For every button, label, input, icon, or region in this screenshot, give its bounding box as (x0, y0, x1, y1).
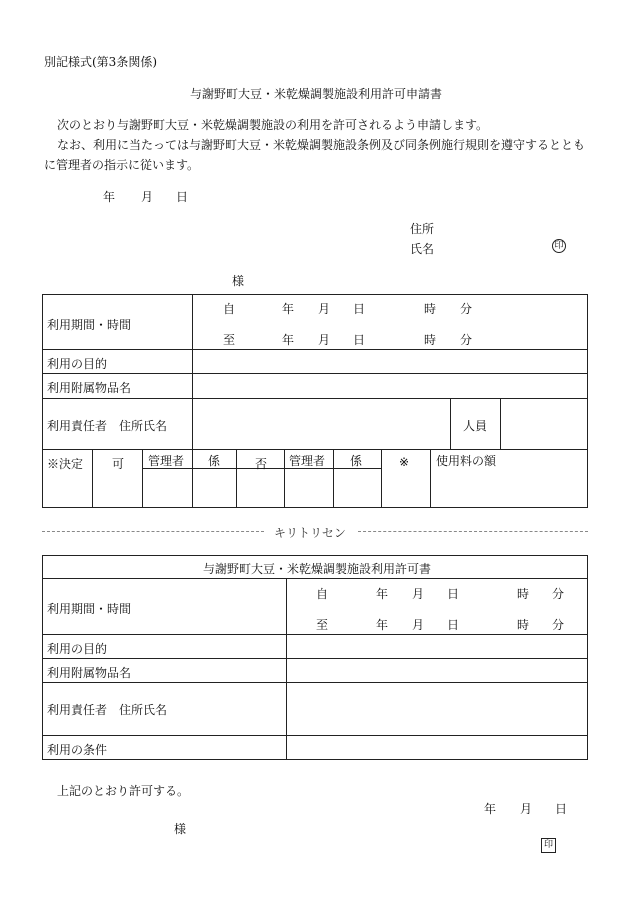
permit-from-minute: 分 (552, 587, 565, 601)
app-to-hour: 時 (424, 333, 437, 347)
permit-from-year: 年 (376, 587, 389, 601)
permit-statement: 上記のとおり許可する。 (57, 784, 190, 798)
permit-from-month: 月 (412, 587, 425, 601)
date-month-label: 月 (141, 190, 154, 204)
app-to-month: 月 (318, 333, 331, 347)
permit-to-label: 至 (316, 618, 329, 632)
app-equipment-label: 利用附属物品名 (47, 381, 132, 395)
app-from-minute: 分 (460, 302, 473, 316)
app-deny-staff-label: 係 (350, 454, 363, 468)
app-period-label: 利用期間・時間 (47, 318, 132, 332)
app-decision-label: ※決定 (47, 457, 84, 471)
intro-line-3: に管理者の指示に従います。 (44, 158, 200, 172)
permit-to-day: 日 (447, 618, 460, 632)
permit-conditions-label: 利用の条件 (47, 743, 108, 757)
app-to-day: 日 (353, 333, 366, 347)
application-title: 与謝野町大豆・米乾燥調製施設利用許可申請書 (190, 87, 443, 101)
permit-from-label: 自 (316, 587, 329, 601)
permit-equipment-label: 利用附属物品名 (47, 666, 132, 680)
applicant-name-label: 氏名 (410, 242, 435, 256)
permit-purpose-label: 利用の目的 (47, 642, 108, 656)
app-deny-manager-label: 管理者 (289, 454, 326, 468)
app-from-day: 日 (353, 302, 366, 316)
app-purpose-label: 利用の目的 (47, 357, 108, 371)
intro-line-2: なお、利用に当たっては与謝野町大豆・米乾燥調製施設条例及び同条例施行規則を遵守するととも (57, 138, 586, 152)
applicant-address-label: 住所 (410, 222, 435, 236)
cut-line-right (358, 531, 588, 532)
permit-title: 与謝野町大豆・米乾燥調製施設利用許可書 (203, 562, 432, 576)
permit-from-day: 日 (447, 587, 460, 601)
permit-date-year: 年 (484, 802, 497, 816)
form-id: 別記様式(第3条関係) (44, 55, 157, 69)
permit-to-year: 年 (376, 618, 389, 632)
addressee-label: 様 (232, 274, 245, 288)
permit-date-day: 日 (555, 802, 568, 816)
date-year-label: 年 (103, 190, 116, 204)
app-from-year: 年 (282, 302, 295, 316)
permit-responsible-label: 利用責任者 住所氏名 (47, 703, 168, 717)
permit-date-month: 月 (520, 802, 533, 816)
app-to-label: 至 (223, 333, 236, 347)
intro-line-1: 次のとおり与謝野町大豆・米乾燥調製施設の利用を許可されるよう申請します。 (57, 118, 489, 132)
app-from-month: 月 (318, 302, 331, 316)
permit-addressee-label: 様 (174, 822, 187, 836)
app-from-hour: 時 (424, 302, 437, 316)
applicant-seal: 印 (552, 239, 566, 253)
app-approve-manager-label: 管理者 (148, 454, 185, 468)
app-to-year: 年 (282, 333, 295, 347)
app-to-minute: 分 (460, 333, 473, 347)
permit-to-month: 月 (412, 618, 425, 632)
app-responsible-label: 利用責任者 住所氏名 (47, 419, 168, 433)
permit-to-hour: 時 (517, 618, 530, 632)
cut-line-left (42, 531, 264, 532)
app-fee-label: 使用料の額 (436, 454, 497, 468)
app-mark-label: ※ (399, 455, 410, 469)
permit-seal: 印 (541, 838, 556, 853)
app-approve-staff-label: 係 (208, 454, 221, 468)
app-deny-label: 否 (255, 457, 268, 471)
app-approve-label: 可 (112, 457, 125, 471)
date-day-label: 日 (176, 190, 189, 204)
permit-from-hour: 時 (517, 587, 530, 601)
cut-line-label: キリトリセン (274, 526, 346, 540)
permit-to-minute: 分 (552, 618, 565, 632)
app-from-label: 自 (223, 302, 236, 316)
app-people-label: 人員 (463, 419, 488, 433)
permit-period-label: 利用期間・時間 (47, 602, 132, 616)
